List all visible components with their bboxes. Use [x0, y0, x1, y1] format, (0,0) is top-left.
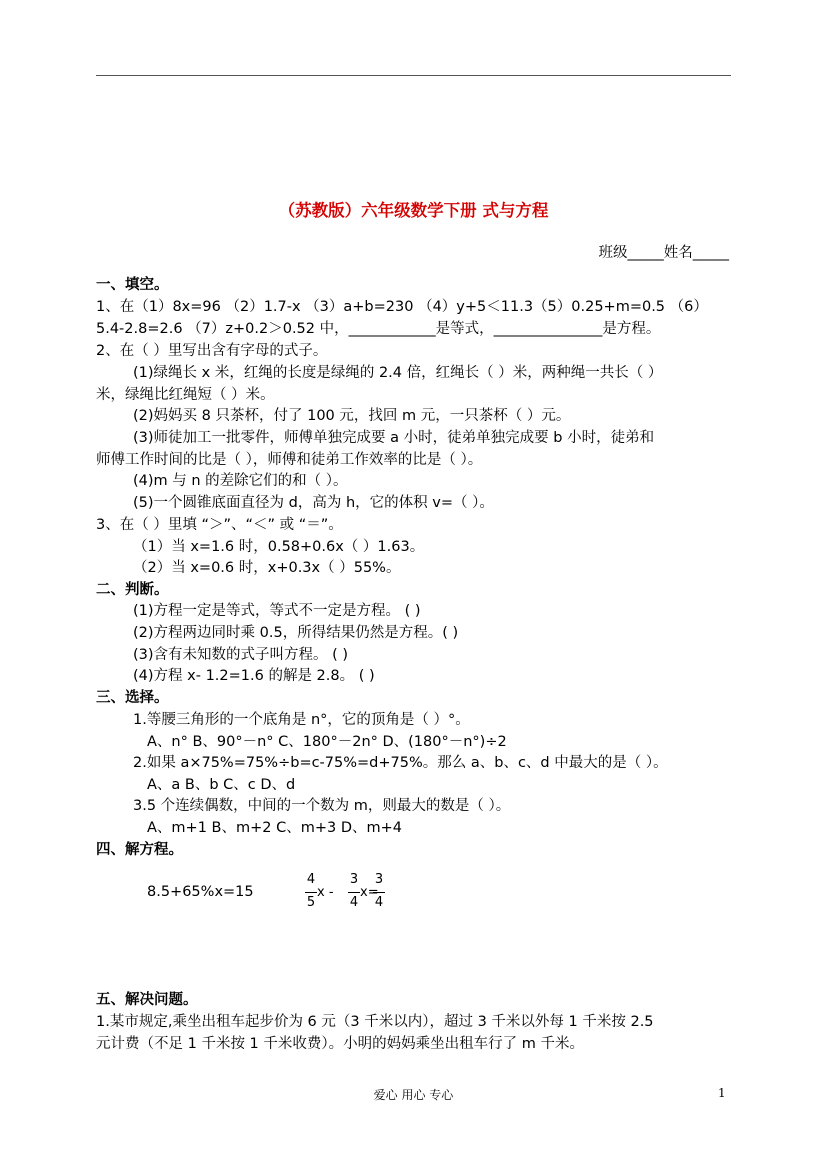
section-1-heading: 一、填空。 — [96, 277, 169, 293]
q2-5: (5)一个圆锥底面直径为 d，高为 h，它的体积 v=（ ）。 — [133, 495, 494, 511]
footer-text: 爱心 用心 专心 — [373, 1088, 454, 1102]
fraction-numerator: 3 — [374, 872, 384, 887]
header-rule — [96, 75, 731, 76]
equation-2-part-2: x= — [360, 885, 379, 900]
fraction-denominator: 4 — [349, 895, 359, 910]
q1-line-1: 1、在（1）8x=96 （2）1.7-x （3）a+b=230 （4）y+5＜11.3（5）0.25+m=0.5 （6） — [96, 299, 708, 315]
q3-2: （2）当 x=0.6 时，x+0.3x（ ）55%。 — [133, 560, 401, 576]
problem-1-line-1: 1.某市规定,乘坐出租车起步价为 6 元（3 千米以内），超过 3 千米以外每 1 千米按 2.5 — [96, 1014, 654, 1030]
q3-line: 3、在（ ）里填 “＞”、“＜” 或 “＝”。 — [96, 517, 343, 533]
choice-q3: 3.5 个连续偶数，中间的一个数为 m，则最大的数是（ ）。 — [133, 798, 511, 814]
class-name-line: 班级_____姓名_____ — [598, 245, 729, 261]
choice-q2-options: A、a B、b C、c D、d — [147, 777, 296, 793]
section-5-heading: 五、解决问题。 — [96, 992, 198, 1008]
judge-item-4: (4)方程 x- 1.2=1.6 的解是 2.8。 ( ) — [133, 668, 375, 684]
q2-1-line-2: 米，绿绳比红绳短（ ）米。 — [96, 387, 275, 403]
fraction-bar — [348, 892, 360, 893]
section-4-heading: 四、解方程。 — [96, 842, 183, 858]
fraction-denominator: 4 — [374, 895, 384, 910]
choice-q1-options: A、n° B、90°－n° C、180°－2n° D、(180°－n°)÷2 — [147, 734, 507, 750]
judge-item-3: (3)含有未知数的式子叫方程。 ( ) — [133, 647, 349, 663]
judge-item-2: (2)方程两边同时乘 0.5，所得结果仍然是方程。( ) — [133, 625, 459, 641]
section-2-heading: 二、判断。 — [96, 582, 169, 598]
q2-2: (2)妈妈买 8 只茶杯，付了 100 元，找回 m 元，一只茶杯（ ）元。 — [133, 408, 571, 424]
choice-q1: 1.等腰三角形的一个底角是 n°，它的顶角是（ ）°。 — [133, 712, 470, 728]
q2-4: (4)m 与 n 的差除它们的和（ ）。 — [133, 473, 348, 489]
section-3-heading: 三、选择。 — [96, 690, 169, 706]
fraction-numerator: 3 — [349, 872, 359, 887]
fraction-bar — [373, 892, 385, 893]
choice-q3-options: A、m+1 B、m+2 C、m+3 D、m+4 — [147, 820, 402, 836]
fraction-bar — [305, 892, 317, 893]
page-number: 1 — [718, 1086, 726, 1100]
fraction-numerator: 4 — [306, 872, 316, 887]
q3-1: （1）当 x=1.6 时，0.58+0.6x（ ）1.63。 — [133, 539, 425, 555]
fraction-denominator: 5 — [306, 895, 316, 910]
judge-item-1: (1)方程一定是等式，等式不一定是方程。 ( ) — [133, 603, 421, 619]
equation-2-part-1: x - — [317, 885, 334, 900]
choice-q2: 2.如果 a×75%=75%÷b=c-75%=d+75%。那么 a、b、c、d 中最大的是（ ）。 — [133, 755, 668, 771]
page-title: （苏教版）六年级数学下册 式与方程 — [278, 201, 549, 220]
equation-1: 8.5+65%x=15 — [147, 884, 254, 900]
problem-1-line-2: 元计费（不足 1 千米按 1 千米收费）。小明的妈妈乘坐出租车行了 m 千米。 — [96, 1036, 584, 1052]
q2-line: 2、在（ ）里写出含有字母的式子。 — [96, 343, 328, 359]
q2-1-line-1: (1)绿绳长 x 米，红绳的长度是绿绳的 2.4 倍，红绳长（ ）米，两种绳一共长（ ） — [133, 365, 663, 381]
q2-3-line-2: 师傅工作时间的比是（ ），师傅和徒弟工作效率的比是（ ）。 — [96, 452, 483, 468]
q2-3-line-1: (3)师徒加工一批零件，师傅单独完成要 a 小时，徒弟单独完成要 b 小时，徒弟和 — [133, 430, 655, 446]
q1-line-2: 5.4-2.8=2.6 （7）z+0.2＞0.52 中，____________是等式，_______________是方程。 — [96, 321, 661, 337]
